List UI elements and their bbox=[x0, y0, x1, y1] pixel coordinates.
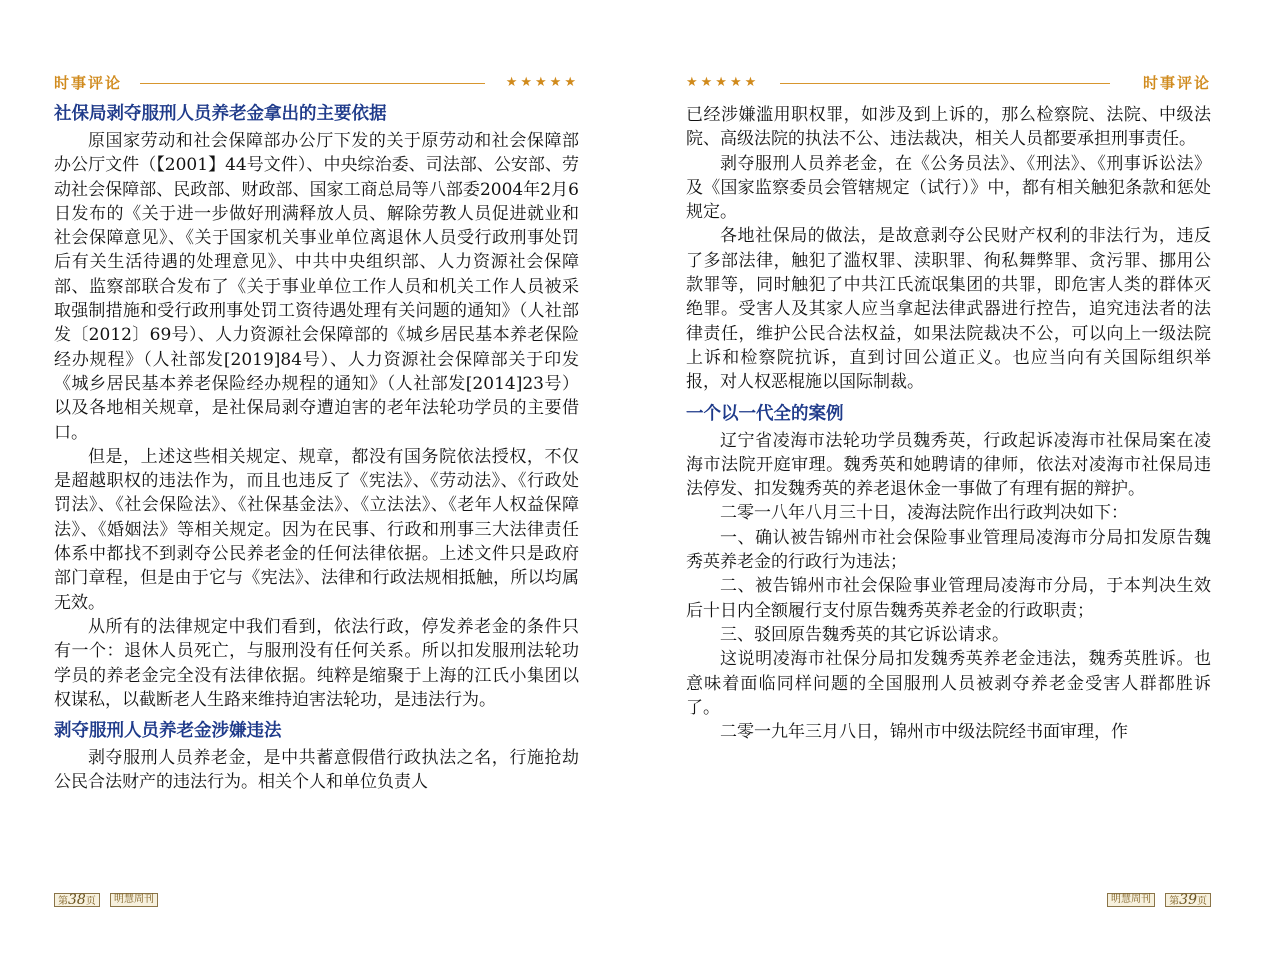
continued-paragraph: 已经涉嫌滥用职权罪，如涉及到上诉的，那么检察院、法院、中级法院、高级法院的执法不公、违法裁决，相关人员都要承担刑事责任。 bbox=[686, 105, 1211, 150]
paragraph: 剥夺服刑人员养老金，在《公务员法》、《刑法》、《刑事诉讼法》及《国家监察委员会管辖规定（试行）》中，都有相关触犯条款和惩处规定。 bbox=[686, 153, 1211, 223]
page-number: 38 bbox=[68, 892, 86, 908]
page-number: 39 bbox=[1179, 892, 1197, 908]
header-rule bbox=[780, 83, 1110, 84]
section-header-title: 时事评论 bbox=[1142, 74, 1211, 92]
paragraph: 一、确认被告锦州市社会保险事业管理局凌海市分局扣发原告魏秀英养老金的行政行为违法； bbox=[686, 527, 1211, 573]
header-rule bbox=[140, 83, 485, 84]
right-page-footer bbox=[686, 893, 1211, 907]
section-heading-illegal: 剥夺服刑人员养老金涉嫌违法 bbox=[54, 721, 282, 742]
paragraph: 二零一九年三月八日，锦州市中级法院经书面审理，作 bbox=[720, 722, 1128, 743]
paragraph: 各地社保局的做法，是故意剥夺公民财产权利的非法行为，违反了多部法律，触犯了滥权罪、渎职罪、徇私舞弊罪、贪污罪、挪用公款罪等，同时触犯了中共江氏流氓集团的共罪，即危害人类的群体灭绝罪。受害人及其家人应当拿起法律武器进行控告，追究违法者的法律责任，维护公民合法权益，如果法院裁决不公，可以向上一级法院上诉和检察院抗诉，直到讨回公道正义。也应当向有关国际组织举报，对人权恶棍施以国际制裁。 bbox=[686, 226, 1211, 393]
page-number-badge: 第39页 bbox=[1165, 893, 1211, 907]
header-stars-icon: ★★★★★ bbox=[505, 75, 579, 90]
paragraph: 三、驳回原告魏秀英的其它诉讼请求。 bbox=[720, 624, 1009, 645]
paragraph: 辽宁省凌海市法轮功学员魏秀英，行政起诉凌海市社保局案在凌海市法院开庭审理。魏秀英和她聘请的律师，依法对凌海市社保局违法停发、扣发魏秀英的养老退休金一事做了有理有据的辩护。 bbox=[686, 430, 1211, 500]
paragraph: 二、被告锦州市社会保险事业管理局凌海市分局，于本判决生效后十日内全额履行支付原告魏秀英养老金的行政职责； bbox=[686, 576, 1211, 621]
paragraph: 二零一八年八月三十日，凌海法院作出行政判决如下： bbox=[720, 503, 1128, 524]
right-page bbox=[686, 0, 1211, 978]
section-heading-basis: 社保局剥夺服刑人员养老金拿出的主要依据 bbox=[54, 104, 387, 124]
left-page-content bbox=[54, 101, 579, 795]
left-page-header bbox=[54, 74, 579, 94]
magazine-name-badge: 明慧周刊 bbox=[110, 893, 158, 907]
paragraph: 但是，上述这些相关规定、规章，都没有国务院依法授权，不仅是超越职权的违法作为，而且也违反了《宪法》、《劳动法》、《行政处罚法》、《社会保险法》、《社保基金法》、《立法法》、《老年人权益保障法》、《婚姻法》等相关规定。因为在民事、行政和刑事三大法律责任体系中都找不到剥夺公民养老金的任何法律依据。上述文件只是政府部门章程，但是由于它与《宪法》、法律和行政法规相抵触，所以均属无效。 bbox=[54, 446, 579, 613]
section-header-title: 时事评论 bbox=[54, 74, 123, 92]
section-heading-case: 一个以一代全的案例 bbox=[686, 403, 844, 424]
header-stars-icon: ★★★★★ bbox=[686, 75, 760, 90]
left-page bbox=[54, 0, 579, 978]
paragraph: 原国家劳动和社会保障部办公厅下发的关于原劳动和社会保障部办公厅文件（【2001】44号文件）、中央综治委、司法部、公安部、劳动社会保障部、民政部、财政部、国家工商总局等八部委2004年2月6日发布的《关于进一步做好刑满释放人员、解除劳教人员促进就业和社会保障意见》、《关于国家机关事业单位离退休人员受行政刑事处罚后有关生活待遇的处理意见》、中共中央组织部、人力资源社会保障部、监察部联合发布了《关于事业单位工作人员和机关工作人员被采取强制措施和受行政刑事处罚工资待遇处理有关问题的通知》（人社部发〔2012〕69号）、人力资源社会保障部的《城乡居民基本养老保险经办规程》（人社部发[2019]84号）、人力资源社会保障部关于印发《城乡居民基本养老保险经办规程的通知》（人社部发[2014]23号）以及各地相关规章，是社保局剥夺遭迫害的老年法轮功学员的主要借口。 bbox=[54, 131, 579, 443]
right-page-content bbox=[686, 103, 1211, 744]
paragraph: 剥夺服刑人员养老金，是中共蓄意假借行政执法之名，行施抢劫公民合法财产的违法行为。相关个人和单位负责人 bbox=[54, 748, 579, 793]
magazine-name-badge: 明慧周刊 bbox=[1107, 893, 1155, 907]
paragraph: 这说明凌海市社保分局扣发魏秀英养老金违法，魏秀英胜诉。也意味着面临同样问题的全国服刑人员被剥夺养老金受害人群都胜诉了。 bbox=[686, 649, 1211, 718]
right-page-header bbox=[686, 74, 1211, 94]
page-number-badge: 第38页 bbox=[54, 893, 100, 907]
paragraph: 从所有的法律规定中我们看到，依法行政，停发养老金的条件只有一个：退休人员死亡，与服刑没有任何关系。所以扣发服刑法轮功学员的养老金完全没有法律依据。纯粹是缩聚于上海的江氏小集团以权谋私，以截断老人生路来维持迫害法轮功，是违法行为。 bbox=[54, 616, 579, 710]
